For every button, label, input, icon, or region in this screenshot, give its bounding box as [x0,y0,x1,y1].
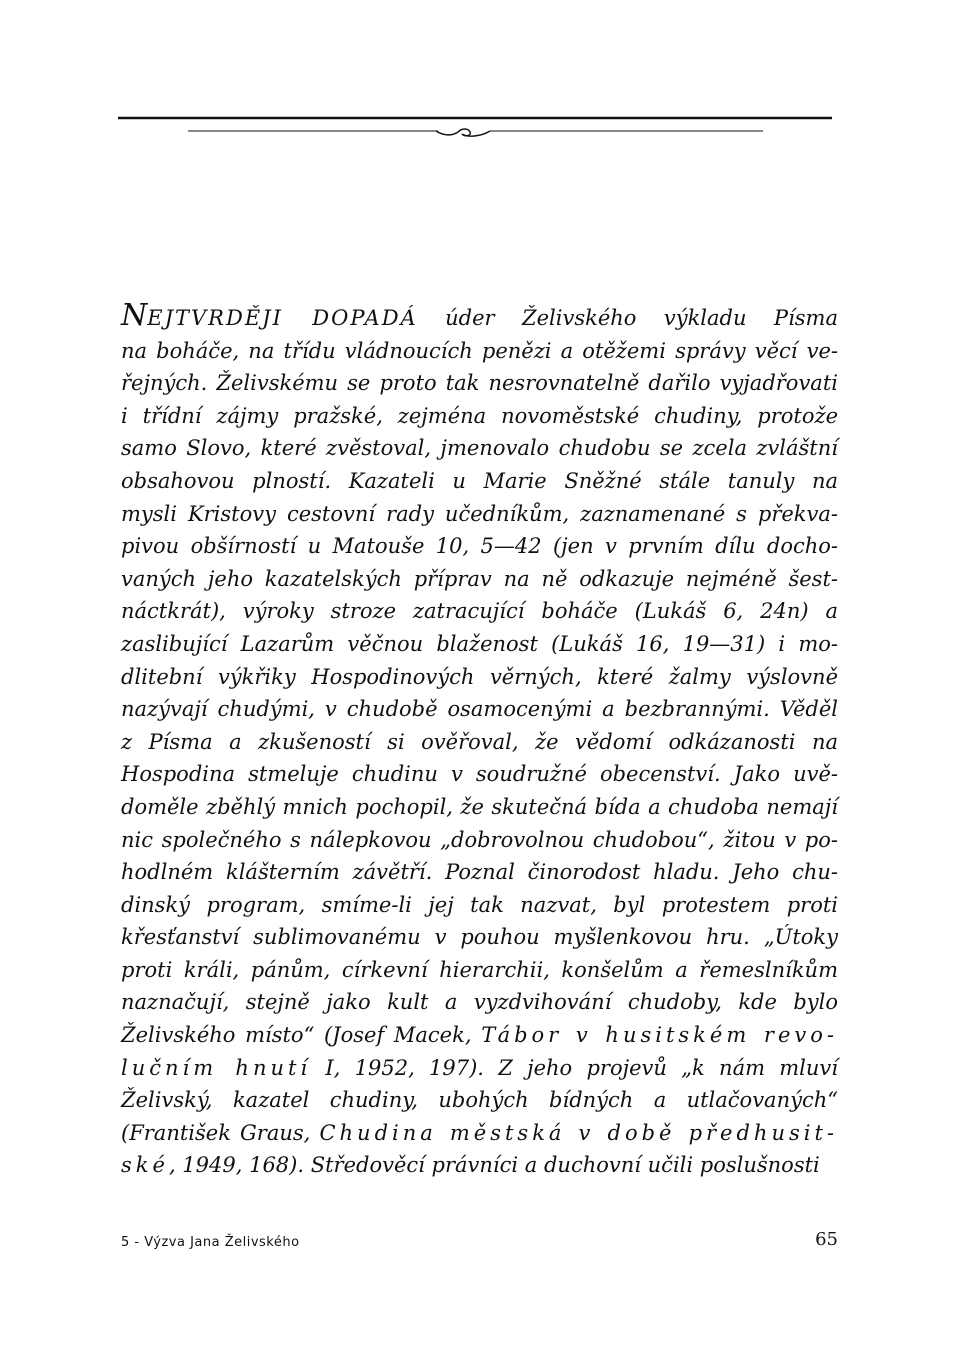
spaced-title: Tábor v husitském revo- [481,1023,838,1048]
text-line: náctkrát), výroky stroze zatracující boháče (Lukáš 6, 24n) a [121,599,838,624]
text-line-citation [121,1149,838,1182]
text-line: doměle zběhlý mnich pochopil, že skutečná bída a chudoba nemají [121,794,838,819]
spaced-title: ské [121,1153,169,1178]
text-line: křesťanství sublimovanému v pouhou myšlenkovou hru. „Útoky [121,925,838,950]
body-paragraph [121,300,838,1182]
text-line: samo Slovo, které zvěstoval, jmenovalo chudobu se zcela zvláštní [121,436,838,461]
line-text: Želivského místo“ (Josef Macek, [121,1023,482,1048]
signature-mark: 5 - Výzva Jana Želivského [121,1235,300,1250]
header-ornament [118,112,832,142]
text-line-citation [121,1019,838,1052]
text-line: zaslibující Lazarům věčnou blaženost (Lukáš 16, 19—31) i mo- [121,631,838,656]
drop-capital: N [121,298,148,333]
text-line-opening [121,300,838,335]
line-text: I, 1952, 197). Z jeho projevů „k nám mluví [311,1055,838,1080]
line-text: úder Želivského výkladu Písma [417,306,838,330]
text-line: dinský program, smíme-li jej tak nazvat, byl protestem proti [121,892,838,917]
spaced-title: lučním hnutí [121,1055,312,1080]
text-line: Hospodina stmeluje chudinu v soudružné obecenství. Jako uvě- [121,762,838,787]
text-line: nic společného s nálepkovou „dobrovolnou chudobou“, žitou v po- [121,827,838,852]
line-text: (František Graus, [121,1120,320,1145]
text-line: řejných. Želivskému se proto tak nesrovnatelně dařilo vyjadřovati [121,371,838,396]
line-text: , 1949, 168). Středověcí právníci a duchovní učili poslušnosti [168,1153,820,1178]
text-line-citation [121,1117,838,1150]
text-line: dlitební výkřiky Hospodinových věrných, které žalmy výslovně [121,664,838,689]
text-line: vaných jeho kazatelských příprav na ně odkazuje nejméně šest- [121,566,838,591]
text-line: Želivský, kazatel chudiny, ubohých bídných a utlačovaných“ [121,1088,838,1113]
spaced-title: Chudina městská v době předhusit- [319,1120,839,1145]
text-line: mysli Kristovy cestovní rady učedníkům, zaznamenané s překva- [121,501,838,526]
text-line: i třídní zájmy pražské, zejména novoměstské chudiny, protože [121,403,838,428]
text-line: proti králi, pánům, církevní hierarchii, konšelům a řemeslníkům [121,957,838,982]
opening-small-caps: EJTVRDĚJI DOPADÁ [147,306,418,330]
header-flourish [436,129,490,136]
text-line: hodlném klášterním závětří. Poznal činorodost hladu. Jeho chu- [121,860,838,885]
text-line: pivou obšírností u Matouše 10, 5—42 (jen v prvním dílu docho- [121,534,838,559]
text-line: na boháče, na třídu vládnoucích penězi a otěžemi správy věcí ve- [121,338,838,363]
text-line-citation [121,1052,838,1085]
text-line: obsahovou plností. Kazateli u Marie Sněžné stále tanuly na [121,468,838,493]
text-line: z Písma a zkušeností si ověřoval, že vědomí odkázanosti na [121,729,838,754]
text-line: naznačují, stejně jako kult a vyzdvihování chudoby, kde bylo [121,990,838,1015]
page-number: 65 [815,1229,838,1250]
text-line: nazývají chudými, v chudobě osamocenými a bezbrannými. Věděl [121,697,838,722]
page-footer [121,1224,838,1250]
